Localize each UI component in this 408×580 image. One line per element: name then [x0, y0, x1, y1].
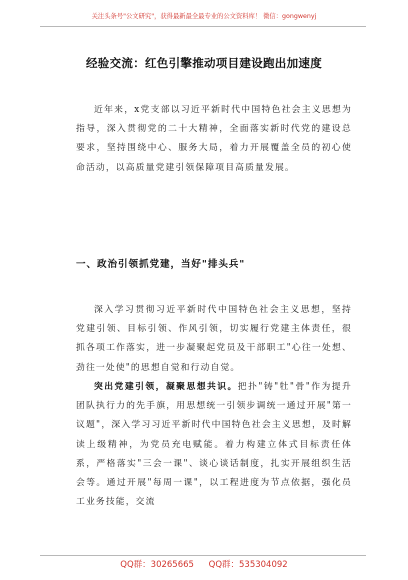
- section-heading: 一、政治引领抓党建，当好"排头兵": [76, 259, 246, 270]
- intro-paragraph: 近年来，x党支部以习近平新时代中国特色社会主义思想为指导，深入贯彻党的二十大精神，全面落实新时代党的建设总要求，坚持围绕中心、服务大局，着力开展覆盖全员的初心使命活动，以高质量党建引领保障项目高质量发展。: [76, 105, 352, 173]
- subsection-lead: 突出党建引领，凝聚思想共识。: [94, 382, 238, 392]
- section-paragraph: 深入学习贯彻习近平新时代中国特色社会主义思想，坚持党建引领、目标引领、作风引领，切实履行党建主体责任，很抓各项工作落实，进一步凝聚起党员及干部职工"心往一处想、劲往一处使"的思想自觉和行动自觉。: [76, 305, 352, 373]
- footer: [40, 559, 368, 571]
- footer-qq-2: QQ群：535304092: [208, 560, 288, 570]
- subsection-paragraph: [76, 378, 352, 512]
- header-divider: [40, 26, 366, 27]
- footer-qq-1: QQ群：30265665: [120, 560, 194, 570]
- header-banner: 关注头条号"公文研究"，获得最新最全最专业的公文资料库！ 微信：gongwenyj: [91, 13, 317, 20]
- subsection-body: 把扑"铸"牡"骨"作为提升团队执行力的先手旗，用思想统一引领步调统一通过开展"第一议题"，深入学习习近平新时代中国特色社会主义思想，及时解读上级精神，为党员充电赋能。着力构建立体式目标责任体系，严格落实"三会一课"、谈心谈话制度，扎实开展组织生活会等。通过开展"每周一课"，以工程进度为节点依据，强化员工业务技能，交流: [76, 382, 352, 508]
- footer-divider: [40, 555, 366, 556]
- document-title: 经验交流：红色引擎推动项目建设跑出加速度: [86, 56, 322, 70]
